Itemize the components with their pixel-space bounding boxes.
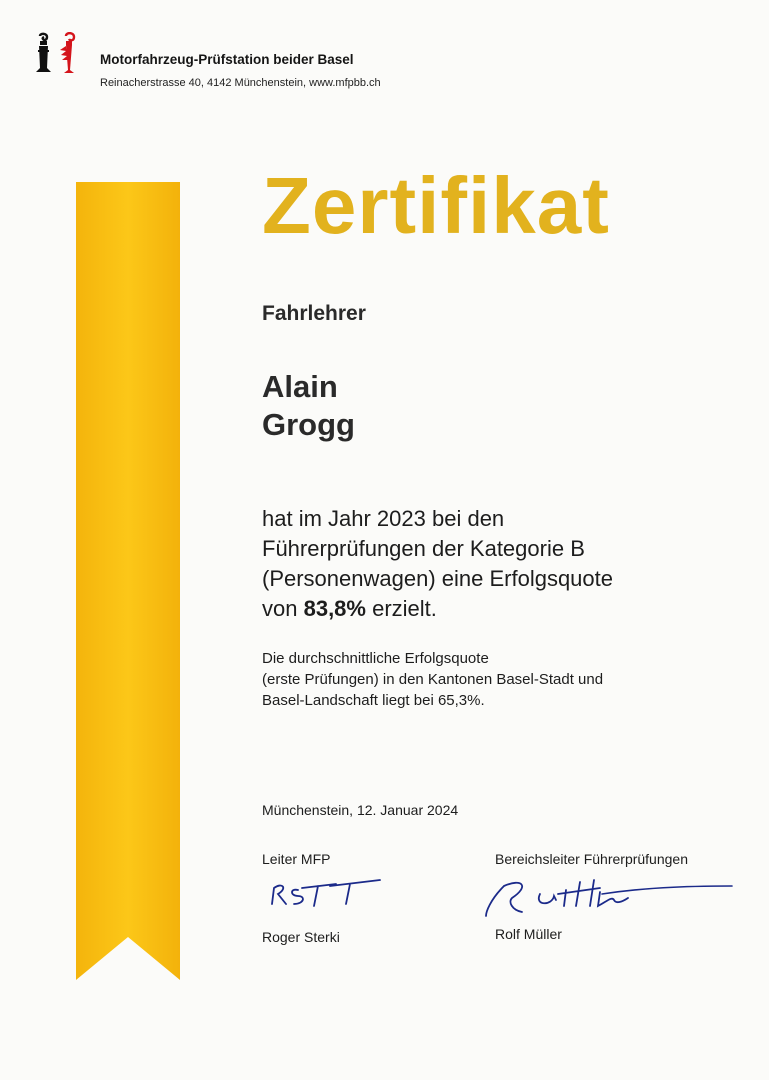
signatory-name-left: Roger Sterki <box>262 929 340 945</box>
statement-line <box>262 594 613 624</box>
signatory-name-right: Rolf Müller <box>495 926 562 942</box>
statement-line: Führerprüfungen der Kategorie B <box>262 536 585 561</box>
organization-address: Reinacherstrasse 40, 4142 Münchenstein, www.mfpbb.ch <box>100 77 381 89</box>
average-rate-note <box>262 648 603 711</box>
note-line: (erste Prüfungen) in den Kantonen Basel-Stadt und <box>262 671 604 688</box>
organization-name: Motorfahrzeug-Prüfstation beider Basel <box>100 52 354 67</box>
certificate-title: Zertifikat <box>262 161 610 250</box>
recipient-role: Fahrlehrer <box>262 302 366 325</box>
note-line: Basel-Landschaft liegt bei 65,3%. <box>262 692 485 709</box>
signature-roger-sterki <box>268 874 384 912</box>
basel-crosiers-logo-icon <box>32 32 84 74</box>
yellow-ribbon <box>76 182 180 980</box>
success-rate: 83,8% <box>303 596 366 621</box>
recipient-name <box>262 368 355 444</box>
place-and-date: Münchenstein, 12. Januar 2024 <box>262 802 459 818</box>
recipient-first-name: Alain <box>262 369 338 404</box>
signature-rolf-mueller <box>482 876 734 920</box>
signatory-title-right: Bereichsleiter Führerprüfungen <box>495 851 688 867</box>
achievement-statement <box>262 504 613 624</box>
statement-suffix: erzielt. <box>365 596 437 621</box>
statement-prefix: von <box>262 596 304 621</box>
signatory-title-left: Leiter MFP <box>262 851 331 867</box>
note-line: Die durchschnittliche Erfolgsquote <box>262 650 489 667</box>
statement-line: hat im Jahr 2023 bei den <box>262 506 505 531</box>
recipient-last-name: Grogg <box>262 407 355 442</box>
statement-line: (Personenwagen) eine Erfolgsquote <box>262 566 614 591</box>
